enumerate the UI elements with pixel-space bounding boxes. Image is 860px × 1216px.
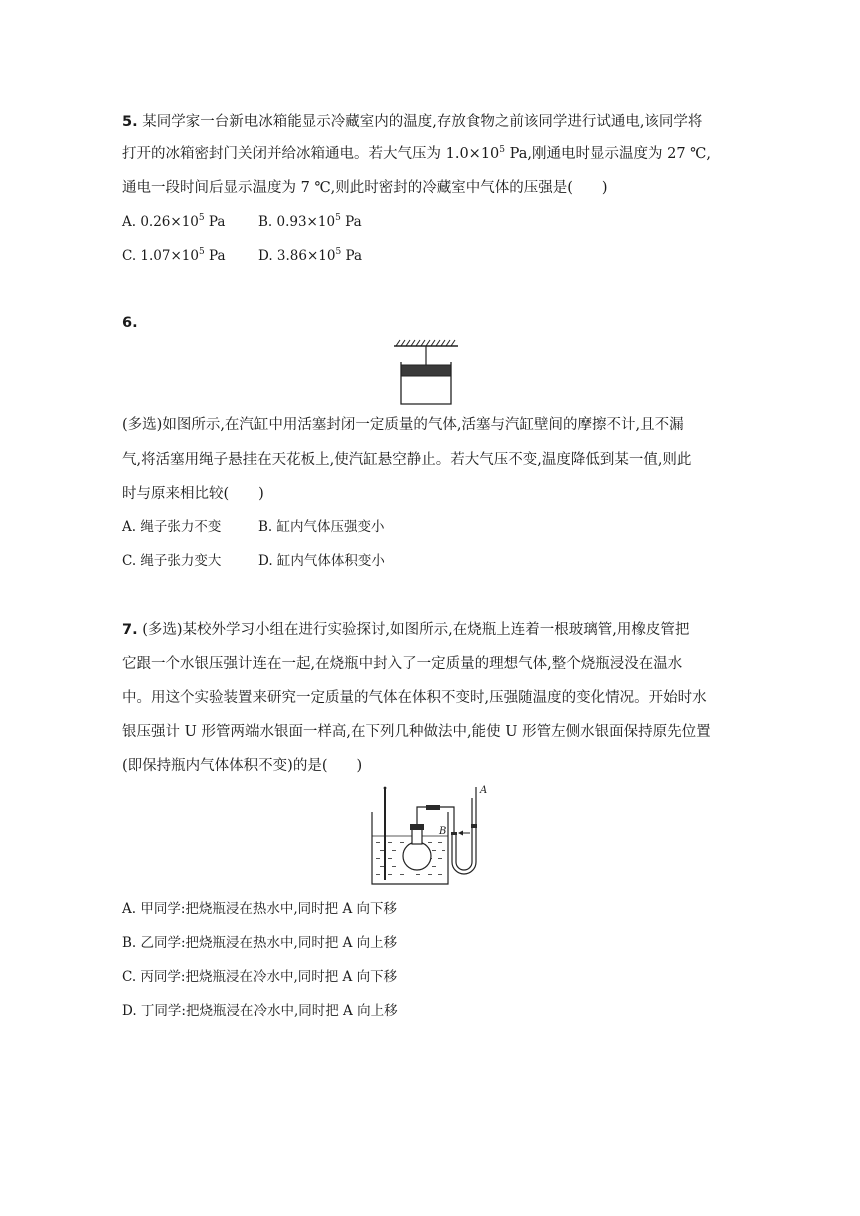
q5-option-a-label: A. 0.26×10 [122, 214, 199, 230]
q5-text-3: 通电一段时间后显示温度为 7 ℃,则此时密封的冷藏室中气体的压强是( ) [122, 180, 608, 196]
q7-option-a[interactable]: A. 甲同学:把烧瓶浸在热水中,同时把 A 向下移 [122, 901, 398, 917]
q6-line-1 [122, 415, 684, 435]
q5-text-1: 某同学家一台新电冰箱能显示冷藏室内的温度,存放食物之前该同学进行试通电,该同学将 [142, 114, 703, 130]
q5-line-1 [122, 112, 702, 132]
q6-line-2 [122, 450, 691, 470]
q6-text-2: 气,将活塞用绳子悬挂在天花板上,使汽缸悬空静止。若大气压不变,温度降低到某一值,则此 [122, 452, 692, 468]
q5-option-b[interactable] [258, 212, 362, 232]
q6-text-3: 时与原来相比较( ) [122, 486, 264, 502]
q5-option-a-exp: 5 [198, 213, 205, 223]
q6-option-b[interactable]: B. 缸内气体压强变小 [258, 519, 385, 535]
q6-option-d[interactable]: D. 缸内气体体积变小 [258, 553, 385, 569]
q6-option-a[interactable]: A. 绳子张力不变 [122, 519, 222, 535]
q7-text-2: 它跟一个水银压强计连在一起,在烧瓶中封入了一定质量的理想气体,整个烧瓶浸没在温水 [122, 656, 683, 672]
q6-text-1: (多选)如图所示,在汽缸中用活塞封闭一定质量的气体,活塞与汽缸壁间的摩擦不计,且不漏 [122, 417, 684, 433]
label-a: A [480, 785, 488, 796]
q5-option-c[interactable] [122, 246, 226, 266]
q5-text-2b: Pa,刚通电时显示温度为 27 ℃, [505, 146, 711, 162]
q7-option-b[interactable]: B. 乙同学:把烧瓶浸在热水中,同时把 A 向上移 [122, 935, 398, 951]
label-b: B [439, 826, 447, 837]
q6-line-3 [122, 484, 264, 504]
q7-line-1 [122, 620, 689, 640]
q7-line-5 [122, 756, 362, 776]
q7-text-4: 银压强计 U 形管两端水银面一样高,在下列几种做法中,能使 U 形管左侧水银面保持原先位置 [122, 724, 711, 740]
q6-line-number [122, 313, 138, 333]
q5-option-b-unit: Pa [340, 214, 362, 230]
q5-option-c-unit: Pa [204, 248, 226, 264]
q5-option-d-label: D. 3.86×10 [258, 248, 336, 264]
q5-option-d[interactable] [258, 246, 362, 266]
q5-number: 5. [122, 114, 138, 130]
q5-option-b-label: B. 0.93×10 [258, 214, 336, 230]
q7-option-c[interactable]: C. 丙同学:把烧瓶浸在冷水中,同时把 A 向下移 [122, 969, 398, 985]
q7-text-1: (多选)某校外学习小组在进行实验探讨,如图所示,在烧瓶上连着一根玻璃管,用橡皮管把 [142, 622, 690, 638]
q7-text-3: 中。用这个实验装置来研究一定质量的气体在体积不变时,压强随温度的变化情况。开始时水 [122, 690, 707, 706]
q7-number: 7. [122, 622, 138, 638]
q5-option-b-exp: 5 [335, 213, 341, 223]
q5-text-2a: 打开的冰箱密封门关闭并给冰箱通电。若大气压为 1.0×10 [122, 146, 500, 162]
q5-exponent: 5 [499, 145, 506, 155]
q6-option-c[interactable]: C. 绳子张力变大 [122, 553, 222, 569]
q5-line-3 [122, 178, 608, 198]
q7-line-4 [122, 722, 711, 742]
q5-line-2 [122, 144, 711, 164]
q5-option-a[interactable] [122, 212, 225, 232]
q5-option-a-unit: Pa [204, 214, 226, 230]
q7-option-d[interactable]: D. 丁同学:把烧瓶浸在冷水中,同时把 A 向上移 [122, 1003, 398, 1019]
q7-line-3 [122, 688, 707, 708]
q5-option-d-exp: 5 [335, 247, 342, 257]
q7-text-5: (即保持瓶内气体体积不变)的是( ) [122, 758, 363, 774]
flask-manometer-figure [366, 784, 498, 890]
q5-option-c-exp: 5 [198, 247, 205, 257]
q5-option-d-unit: Pa [341, 248, 363, 264]
cylinder-figure [390, 338, 462, 410]
q6-number: 6. [122, 315, 138, 331]
q5-option-c-label: C. 1.07×10 [122, 248, 199, 264]
q7-line-2 [122, 654, 682, 674]
